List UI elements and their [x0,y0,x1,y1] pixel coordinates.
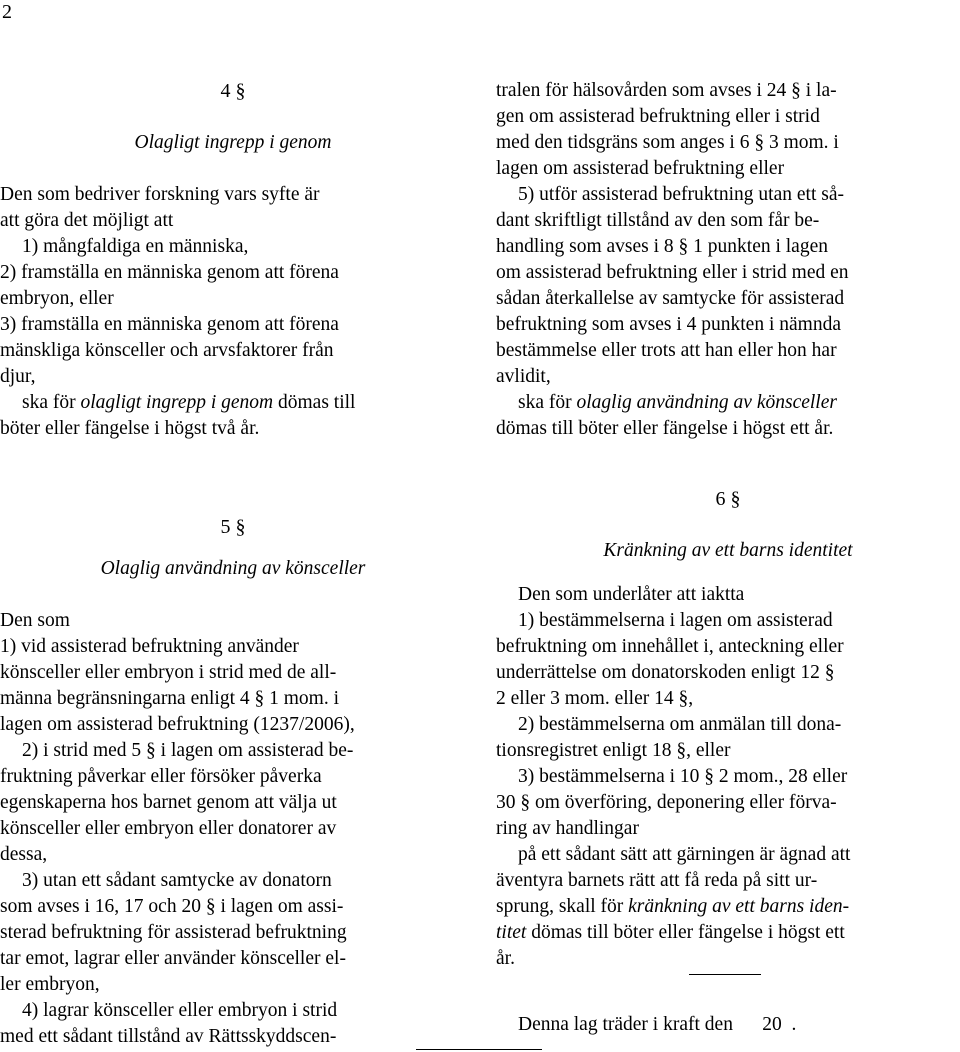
text-line: 1) mångfaldiga en människa, [22,236,249,257]
separator-line [689,974,761,975]
text-line: 2) i strid med 5 § i lagen om assisterad be- [22,740,354,761]
text-line: 1) bestämmelserna i lagen om assisterad [518,610,833,631]
text-line: mänskliga könsceller och arvsfaktorer från [0,340,334,361]
text-line: 4) lagrar könsceller eller embryon i strid [22,1000,338,1021]
text-line: att göra det möjligt att [0,210,174,231]
text-line: dessa, [0,844,48,865]
text-line: 5) utför assisterad befruktning utan ett så- [518,184,844,205]
text-line: ring av handlingar [496,818,639,839]
text-line: Den som underlåter att iaktta [518,584,745,605]
text-line: äventyra barnets rätt att få reda på sitt ur- [496,870,818,891]
text-line: 2) bestämmelserna om anmälan till dona- [518,714,842,735]
text-line: embryon, eller [0,288,114,309]
text-line: lagen om assisterad befruktning eller [496,158,785,179]
text-line: 3) framställa en människa genom att förena [0,314,339,335]
text-line: egenskaperna hos barnet genom att välja ut [0,792,337,813]
bottom-rule [416,1049,542,1050]
text-line: avlidit, [496,366,551,387]
section-5-heading: 5 § [220,516,246,538]
text-line: med ett sådant tillstånd av Rättsskyddscen- [0,1026,337,1047]
text-line: Den som [0,610,70,631]
text-line: 1) vid assisterad befruktning använder [0,636,299,657]
text-line: ler embryon, [0,974,100,995]
text-line: på ett sådant sätt att gärningen är ägnad att [518,844,851,865]
section-4-title: Olagligt ingrepp i genom [134,132,332,153]
section-6-title: Kränkning av ett barns identitet [603,540,853,561]
text-line: djur, [0,366,36,387]
text-line: tionsregistret enligt 18 §, eller [496,740,731,761]
text-line: bestämmelse eller trots att han eller hon har [496,340,837,361]
text-line: underrättelse om donatorskoden enligt 12 § [496,662,835,683]
text-line: befruktning som avses i 4 punkten i nämnda [496,314,841,335]
text-line: könsceller eller embryon eller donatorer av [0,818,337,839]
entry-into-force: Denna lag träder i kraft den 20 . [518,1014,797,1035]
penalty-line: titet dömas till böter eller fängelse i högst ett [496,922,845,943]
section-6-heading: 6 § [715,488,741,510]
text-line: 2) framställa en människa genom att förena [0,262,339,283]
text-line: böter eller fängelse i högst två år. [0,418,260,439]
text-line: handling som avses i 8 § 1 punkten i lagen [496,236,828,257]
text-line: år. [496,948,515,969]
text-line: Den som bedriver forskning vars syfte är [0,184,320,205]
text-line: befruktning om innehållet i, anteckning eller [496,636,844,657]
text-line: 2 eller 3 mom. eller 14 §, [496,688,694,709]
penalty-line: ska för olagligt ingrepp i genom dömas till [22,392,356,413]
text-line: dant skriftligt tillstånd av den som får be- [496,210,820,231]
text-line: med den tidsgräns som anges i 6 § 3 mom. i [496,132,839,153]
text-line: 3) bestämmelserna i 10 § 2 mom., 28 eller [518,766,848,787]
text-line: dömas till böter eller fängelse i högst ett år. [496,418,834,439]
text-line: gen om assisterad befruktning eller i strid [496,106,820,127]
text-line: fruktning påverkar eller försöker påverka [0,766,322,787]
text-line: könsceller eller embryon i strid med de all- [0,662,337,683]
text-line: tralen för hälsovården som avses i 24 § i la- [496,80,837,101]
text-line: männa begränsningarna enligt 4 § 1 mom. i [0,688,340,709]
section-5-title: Olaglig användning av könsceller [100,558,366,579]
text-line: 3) utan ett sådant samtycke av donatorn [22,870,332,891]
text-line: lagen om assisterad befruktning (1237/2006), [0,714,355,735]
text-line: 30 § om överföring, deponering eller förva- [496,792,837,813]
text-line: sterad befruktning för assisterad befruktning [0,922,347,943]
penalty-line: ska för olaglig användning av könsceller [518,392,837,413]
text-line: om assisterad befruktning eller i strid med en [496,262,849,283]
penalty-line: sprung, skall för kränkning av ett barns iden- [496,896,850,917]
page-number: 2 [2,1,12,23]
section-4-heading: 4 § [220,80,246,102]
text-line: sådan återkallelse av samtycke för assisterad [496,288,845,309]
text-line: som avses i 16, 17 och 20 § i lagen om assi- [0,896,344,917]
text-line: tar emot, lagrar eller använder könsceller el- [0,948,346,969]
